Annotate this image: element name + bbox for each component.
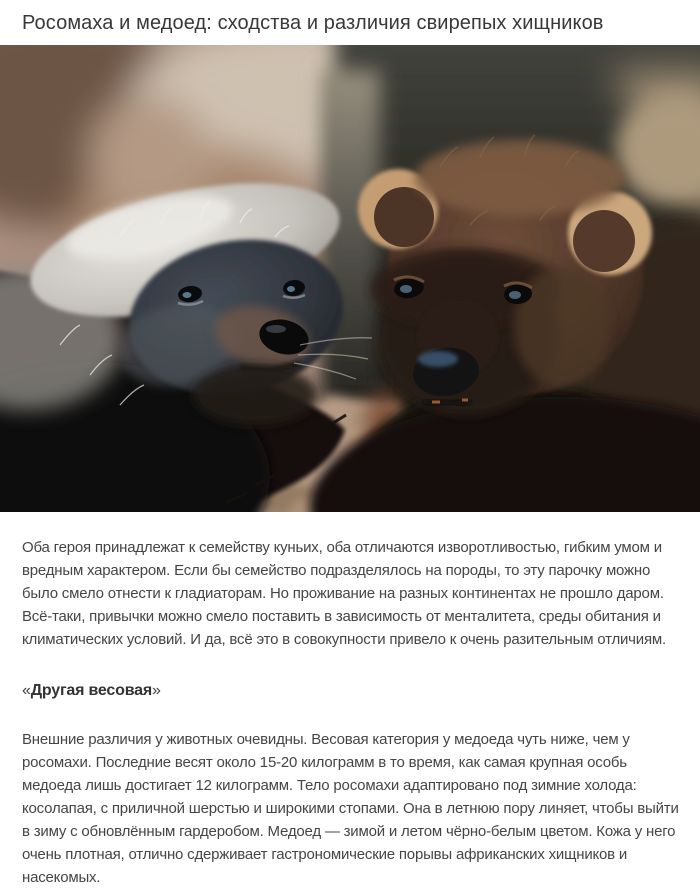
article-hero-image xyxy=(0,45,700,512)
article-body xyxy=(0,536,700,889)
close-quote-mark: » xyxy=(151,682,161,699)
intro-paragraph: Оба героя принадлежат к семейству куньих, оба отличаются изворотливостью, гибким умом и вредным характером. Если бы семейство подразделялось на породы, то эту парочку можно было смело отнести к гладиаторам. Но проживание на разных континентах не прошло даром. Всё-таки, привычки можно смело поставить в зависимость от менталитета, среды обитания и климатических условий. И да, всё это в совокупности привело к очень разительным отличиям. xyxy=(22,539,666,648)
open-quote-mark: « xyxy=(22,682,31,699)
section-heading xyxy=(22,680,680,702)
page-title: Росомаха и медоед: сходства и различия свирепых хищников xyxy=(22,12,604,34)
weight-paragraph: Внешние различия у животных очевидны. Весовая категория у медоеда чуть ниже, чем у росомахи. Последние весят около 15-20 килограмм в то время, как самая крупная особь медоеда лишь достигает 12 килограмм. Тело росомахи адаптировано под зимние холода: косолапая, с приличной шерстью и широкими стопами. Она в летнюю пору линяет, чтобы выйти в зиму с обновлённым гардеробом. Медоед — зимой и летом чёрно-белым цветом. Кожа у него очень плотная, отлично сдерживает гастрономические порывы африканских хищников и насекомых. xyxy=(22,731,679,886)
section-heading-text: Другая весовая xyxy=(30,682,152,699)
